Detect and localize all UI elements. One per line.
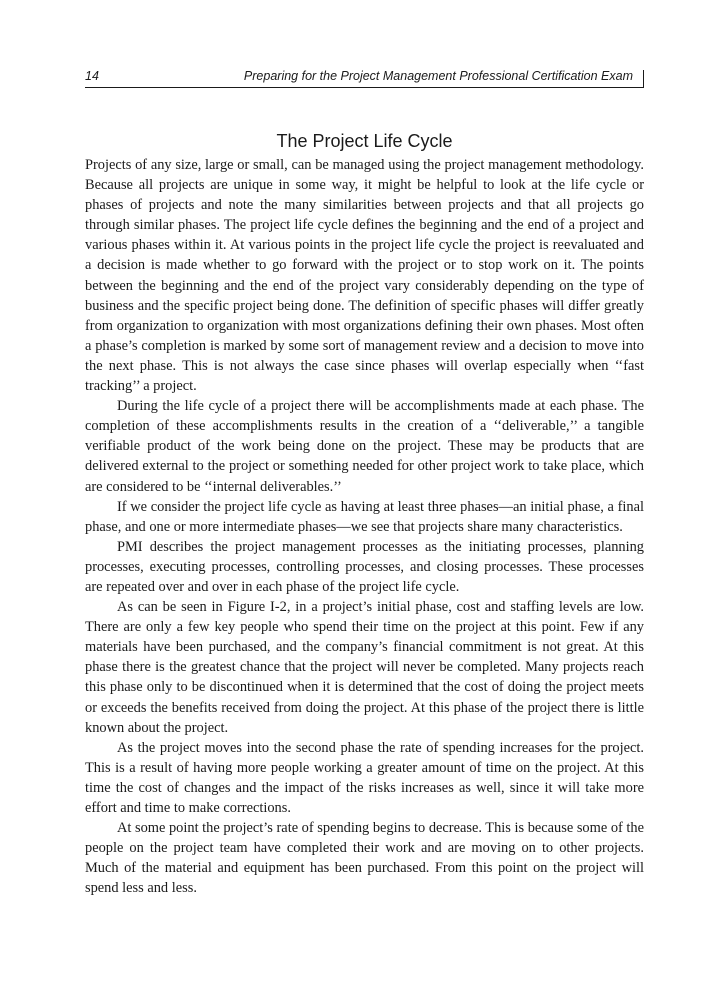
paragraph: PMI describes the project management processes as the initiating processes, planning processes, executing processes, controlling processes, and closing processes. These processes are repeated over and over in each phase of the project life cycle. — [85, 538, 644, 595]
header-rule — [85, 87, 644, 88]
body-text — [85, 155, 644, 898]
header-rule-tick — [643, 70, 644, 88]
running-header — [85, 66, 644, 88]
paragraph: If we consider the project life cycle as having at least three phases—an initial phase, a final phase, and one or more intermediate phases—we see that projects share many characteristics. — [85, 498, 644, 535]
paragraph: During the life cycle of a project there will be accomplishments made at each phase. The completion of these accomplishments results in the creation of a ‘‘deliverable,’’ a tangible verifiable product of the work being done on the project. These may be products that are delivered external to the project or something needed for other project work to take place, which are considered to be ‘‘internal deliverables.’’ — [85, 398, 644, 495]
paragraph: As can be seen in Figure I-2, in a project’s initial phase, cost and staffing levels are low. There are only a few key people who spend their time on the project at this point. Few if any materials have been purchased, and the company’s financial commitment is not great. At this phase there is the greatest chance that the project will never be completed. Many projects reach this phase only to be discontinued when it is determined that the cost of doing the project meets or exceeds the benefits received from doing the project. At this phase of the project there is little known about the project. — [85, 599, 644, 736]
paragraph: At some point the project’s rate of spending begins to decrease. This is because some of the people on the project team have completed their work and are moving on to other projects. Much of the material and equipment has been purchased. From this point on the project will spend less and less. — [85, 820, 644, 897]
running-title: Preparing for the Project Management Professional Certification Exam — [243, 69, 633, 83]
section-title: The Project Life Cycle — [276, 131, 453, 151]
paragraph: Projects of any size, large or small, can be managed using the project management methodology. Because all projects are unique in some way, it might be helpful to look at the life cycle or phases of projects and note the many similarities between projects and that all projects go through similar phases. The project life cycle defines the beginning and the end of a project and various phases within it. At various points in the project life cycle the project is reevaluated and a decision is made whether to go forward with the project or to stop work on it. The points between the beginning and the end of the project vary considerably depending on the type of business and the specific project being done. The definition of specific phases will differ greatly from organization to organization with most organizations defining their own phases. Most often a phase’s completion is marked by some sort of management review and a decision to move into the next phase. This is not always the case since phases will overlap especially when ‘‘fast tracking’’ a project. — [85, 157, 644, 395]
page-number: 14 — [85, 69, 99, 83]
paragraph: As the project moves into the second phase the rate of spending increases for the project. This is a result of having more people working a greater amount of time on the project. At this time the cost of changes and the impact of the risks increases as well, since it will take more effort and time to make corrections. — [85, 739, 644, 816]
